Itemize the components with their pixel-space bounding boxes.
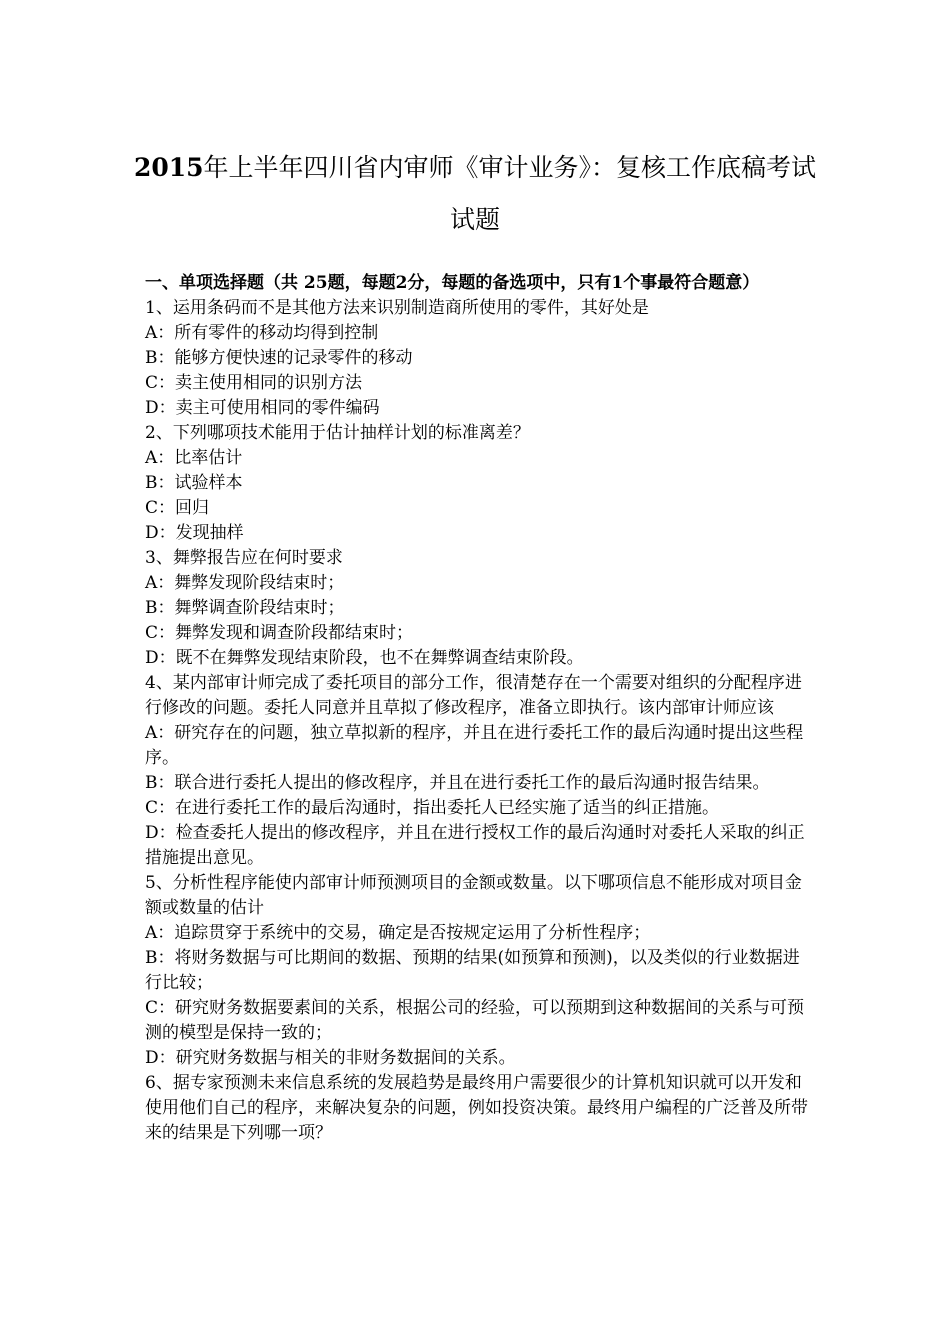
question-5-option-d: D：研究财务数据与相关的非财务数据间的关系。 — [145, 1048, 516, 1068]
question-1-option-d: D：卖主可使用相同的零件编码 — [145, 398, 380, 418]
question-5: 5、分析性程序能使内部审计师预测项目的金额或数量。以下哪项信息不能形成对项目金额或数量的估计 — [145, 873, 802, 918]
question-1-option-a: A：所有零件的移动均得到控制 — [145, 323, 379, 343]
question-2-option-c: C：回归 — [145, 498, 210, 518]
title-year: 2015 — [133, 153, 204, 182]
question-2-option-d: D：发现抽样 — [145, 523, 244, 543]
question-5-option-a: A：追踪贯穿于系统中的交易，确定是否按规定运用了分析性程序； — [145, 923, 651, 943]
question-5-option-b: B：将财务数据与可比期间的数据、预期的结果(如预算和预测)，以及类似的行业数据进行比较； — [145, 948, 800, 993]
document-title — [130, 142, 820, 246]
question-6: 6、据专家预测未来信息系统的发展趋势是最终用户需要很少的计算机知识就可以开发和使用他们自己的程序，来解决复杂的问题，例如投资决策。最终用户编程的广泛普及所带来的结果是下列哪一项？ — [145, 1073, 808, 1143]
document-body — [145, 271, 810, 1146]
question-2: 2、下列哪项技术能用于估计抽样计划的标准离差？ — [145, 423, 530, 443]
question-3-option-d: D：既不在舞弊发现结束阶段，也不在舞弊调查结束阶段。 — [145, 648, 584, 668]
title-text: 年上半年四川省内审师《审计业务》：复核工作底稿考试试题 — [203, 153, 817, 234]
question-1-option-b: B：能够方便快速的记录零件的移动 — [145, 348, 413, 368]
question-4-option-c: C：在进行委托工作的最后沟通时，指出委托人已经实施了适当的纠正措施。 — [145, 798, 720, 818]
question-3: 3、舞弊报告应在何时要求 — [145, 548, 343, 568]
question-3-option-b: B：舞弊调查阶段结束时； — [145, 598, 345, 618]
question-4-option-a: A：研究存在的问题，独立草拟新的程序，并且在进行委托工作的最后沟通时提出这些程序。 — [145, 723, 804, 768]
question-4-option-b: B：联合进行委托人提出的修改程序，并且在进行委托工作的最后沟通时报告结果。 — [145, 773, 770, 793]
section-heading: 一、单项选择题（共 25题，每题2分，每题的备选项中，只有1个事最符合题意） — [145, 273, 760, 293]
question-5-option-c: C：研究财务数据要素间的关系，根据公司的经验，可以预期到这种数据间的关系与可预测的模型是保持一致的； — [145, 998, 805, 1043]
question-1-option-c: C：卖主使用相同的识别方法 — [145, 373, 363, 393]
question-1: 1、运用条码而不是其他方法来识别制造商所使用的零件，其好处是 — [145, 298, 649, 318]
question-2-option-b: B：试验样本 — [145, 473, 243, 493]
question-2-option-a: A：比率估计 — [145, 448, 243, 468]
question-3-option-c: C：舞弊发现和调查阶段都结束时； — [145, 623, 414, 643]
question-4: 4、某内部审计师完成了委托项目的部分工作，很清楚存在一个需要对组织的分配程序进行修改的问题。委托人同意并且草拟了修改程序，准备立即执行。该内部审计师应该 — [145, 673, 802, 718]
question-4-option-d: D：检查委托人提出的修改程序，并且在进行授权工作的最后沟通时对委托人采取的纠正措施提出意见。 — [145, 823, 805, 868]
question-3-option-a: A：舞弊发现阶段结束时； — [145, 573, 345, 593]
